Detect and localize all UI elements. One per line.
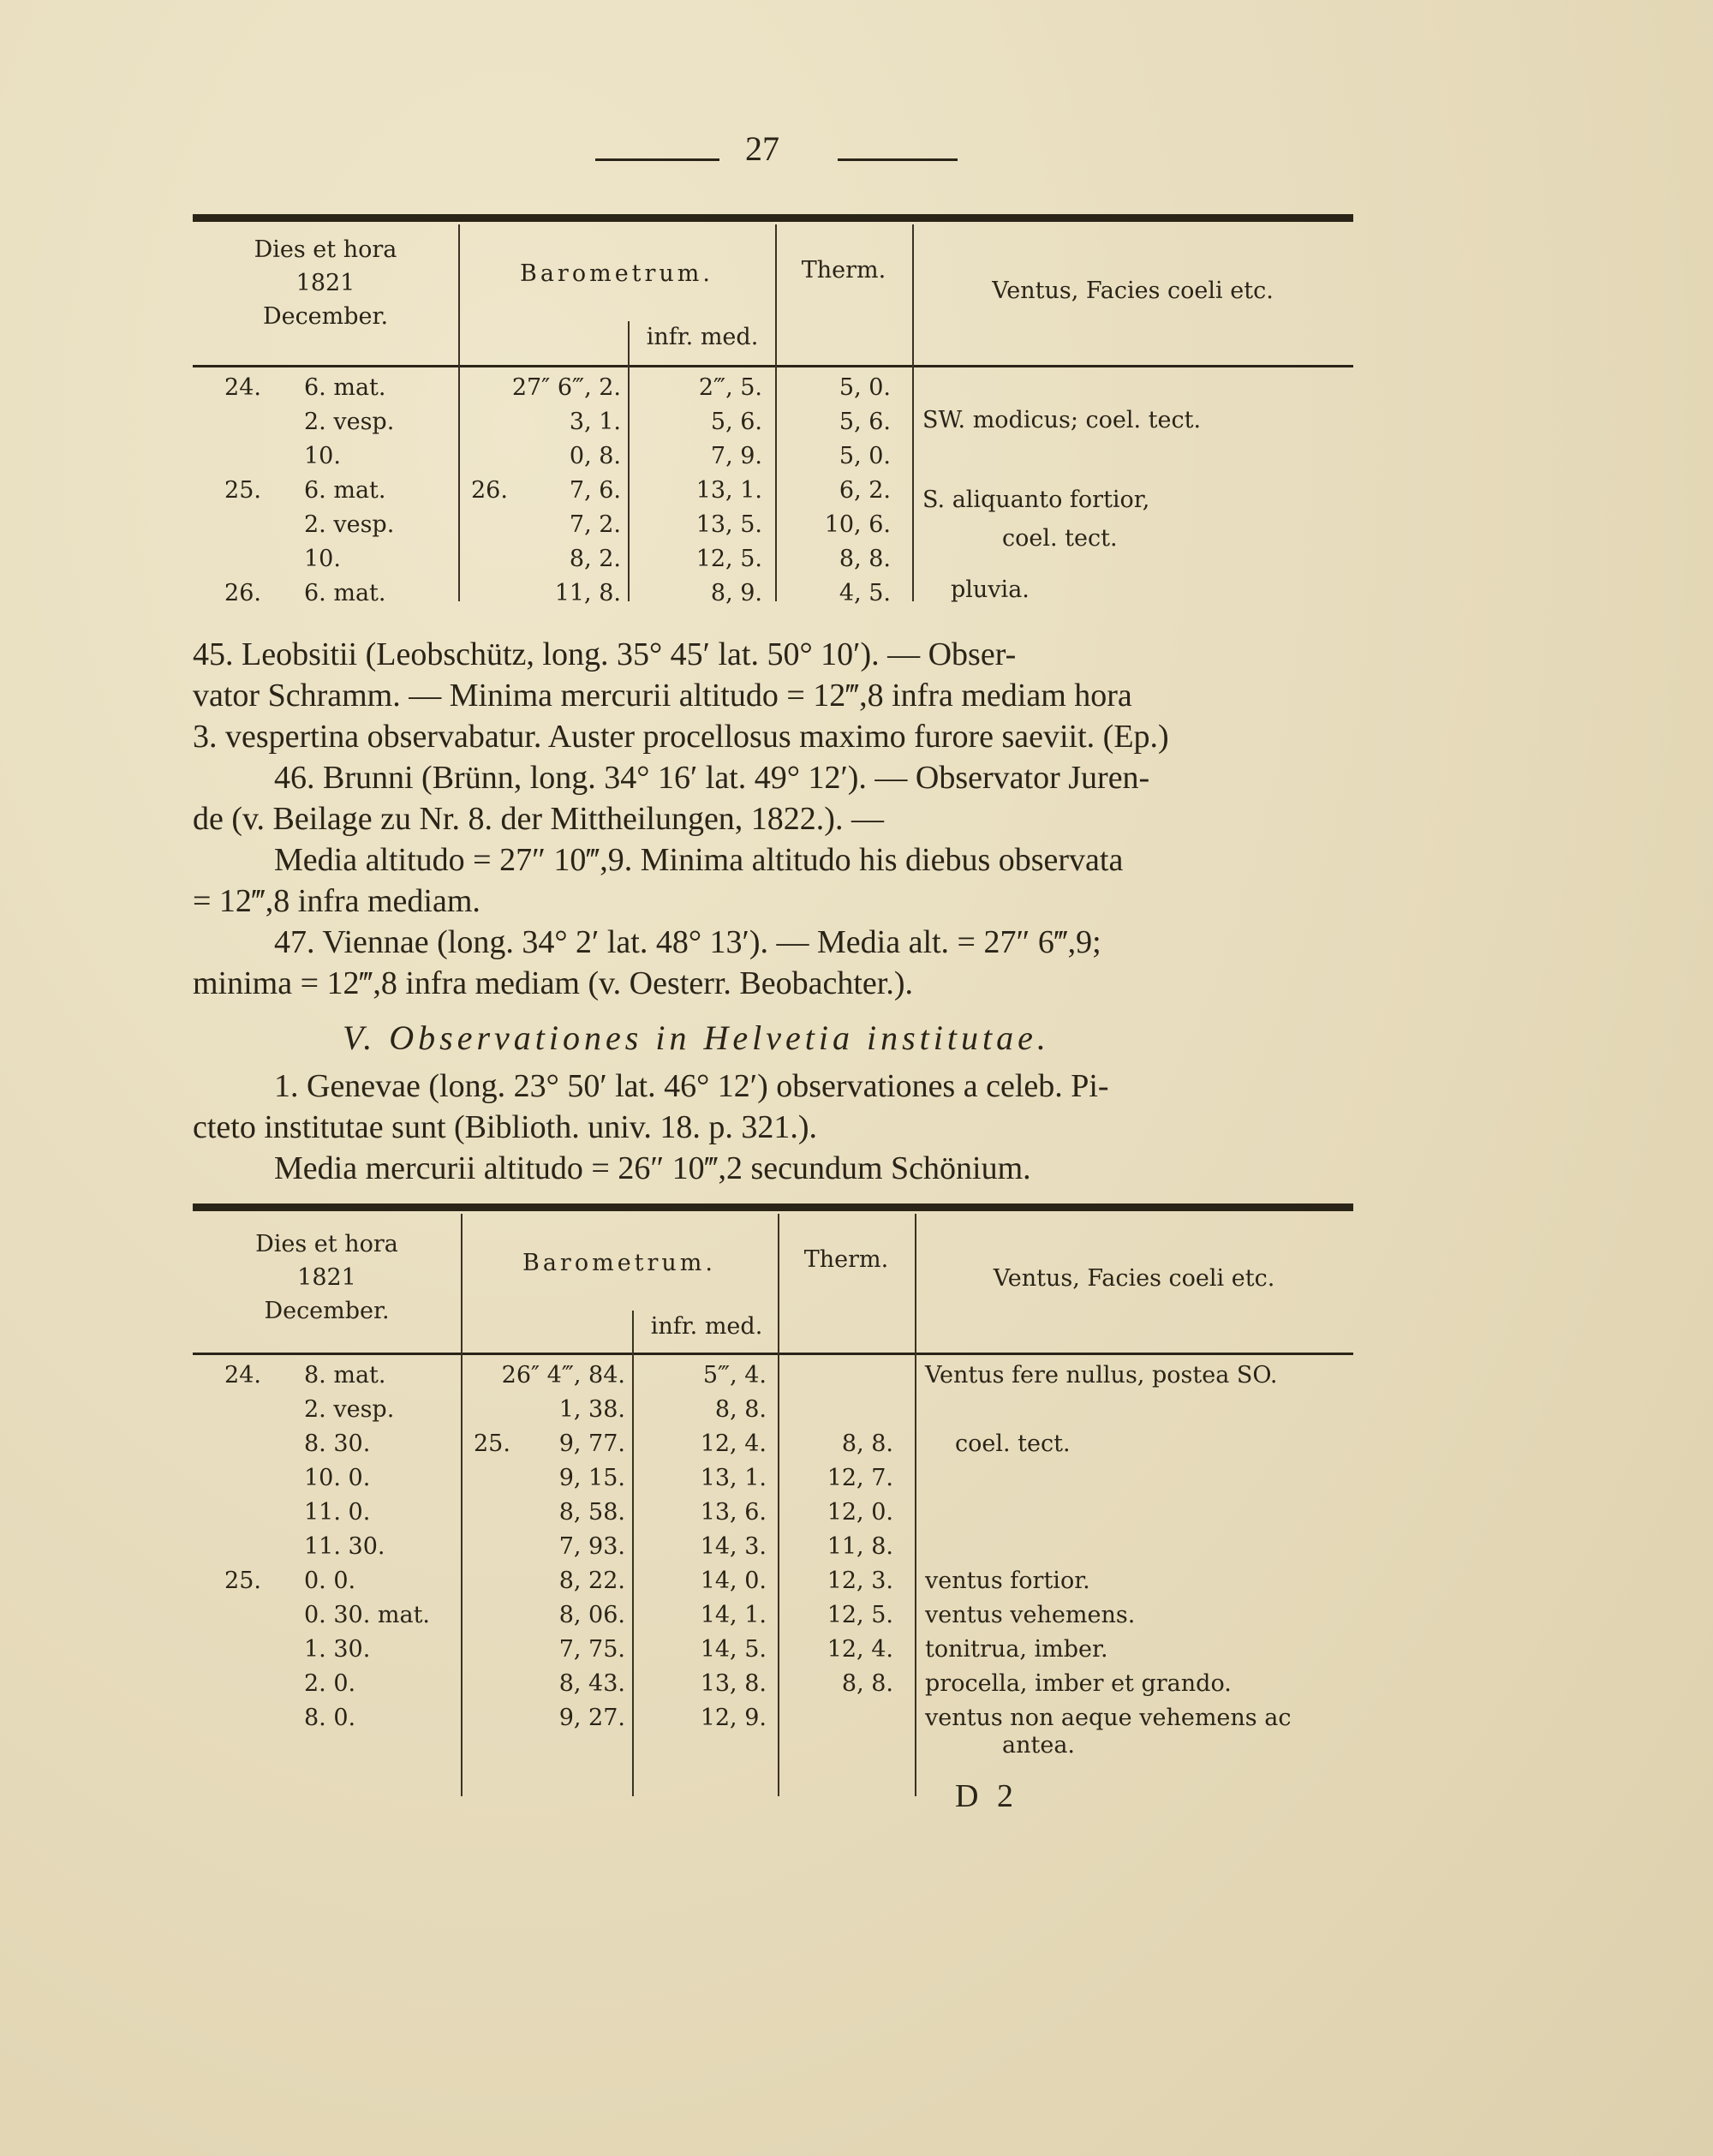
remark-cell: coel. tect. bbox=[1002, 525, 1118, 552]
infra-median-cell: 13, 5. bbox=[695, 511, 762, 538]
barometer-cell: 8, 22. bbox=[558, 1568, 625, 1594]
barometer-cell: 27″ 6‴, 2. bbox=[511, 374, 621, 401]
hour-cell: 0. 30. mat. bbox=[304, 1602, 430, 1628]
table-top-rule bbox=[193, 1203, 1353, 1211]
infra-median-cell: 8, 8. bbox=[714, 1396, 767, 1423]
infra-median-cell: 2‴, 5. bbox=[698, 374, 762, 401]
paragraph-46-line: 46. Brunni (Brünn, long. 34° 16′ lat. 49° 12′). — Observator Juren- bbox=[274, 760, 1150, 796]
header-therm: Therm. bbox=[803, 1246, 889, 1273]
page-number: 27 bbox=[745, 129, 779, 168]
paragraph-46-line: = 12‴,8 infra mediam. bbox=[193, 883, 480, 919]
infra-median-cell: 14, 3. bbox=[700, 1533, 767, 1560]
header-dies-line3: December. bbox=[264, 1298, 390, 1325]
infra-median-cell: 14, 1. bbox=[700, 1602, 767, 1628]
infra-median-cell: 13, 1. bbox=[695, 477, 762, 504]
infra-median-cell: 12, 4. bbox=[700, 1430, 767, 1457]
header-dies bbox=[193, 233, 458, 333]
observation-table-leobschutz bbox=[193, 214, 1353, 608]
day-cell: 25. bbox=[224, 1568, 261, 1594]
infra-median-cell: 5‴, 4. bbox=[702, 1362, 767, 1389]
hour-cell: 6. mat. bbox=[304, 374, 386, 401]
barometer-cell: 9, 27. bbox=[558, 1705, 625, 1731]
column-divider bbox=[628, 321, 630, 601]
barometer-cell: 8, 2. bbox=[569, 546, 621, 572]
barometer-cell: 7, 93. bbox=[558, 1533, 625, 1560]
table-header-rule bbox=[193, 1353, 1353, 1355]
thermometer-cell: 12, 3. bbox=[827, 1568, 893, 1594]
barometer-cell: 11, 8. bbox=[554, 580, 621, 606]
remark-cell: antea. bbox=[1002, 1732, 1075, 1759]
thermometer-cell: 8, 8. bbox=[839, 546, 891, 572]
paragraph-1-line: cteto institutae sunt (Biblioth. univ. 18. p. 321.). bbox=[193, 1109, 817, 1145]
header-barometrum: Barometrum. bbox=[519, 260, 713, 287]
hour-cell: 11. 30. bbox=[304, 1533, 385, 1560]
remark-cell: pluvia. bbox=[951, 576, 1030, 603]
barometer-cell: 7, 6. bbox=[569, 477, 621, 504]
thermometer-cell: 11, 8. bbox=[827, 1533, 893, 1560]
thermometer-cell: 5, 6. bbox=[839, 409, 891, 435]
barometer-day-cell: 25. bbox=[474, 1430, 510, 1457]
day-cell: 25. bbox=[224, 477, 261, 504]
hour-cell: 2. 0. bbox=[304, 1670, 356, 1697]
thermometer-cell: 12, 7. bbox=[827, 1465, 893, 1491]
column-divider bbox=[778, 1214, 779, 1796]
remark-cell: procella, imber et grando. bbox=[925, 1670, 1232, 1697]
header-rule-right bbox=[838, 158, 958, 161]
barometer-day-cell: 26. bbox=[471, 477, 508, 504]
infra-median-cell: 13, 8. bbox=[700, 1670, 767, 1697]
infra-median-cell: 13, 1. bbox=[700, 1465, 767, 1491]
column-divider bbox=[632, 1311, 634, 1796]
thermometer-cell: 5, 0. bbox=[839, 443, 891, 469]
hour-cell: 2. vesp. bbox=[304, 511, 395, 538]
hour-cell: 8. 0. bbox=[304, 1705, 356, 1731]
barometer-cell: 3, 1. bbox=[569, 409, 621, 435]
header-rule-left bbox=[595, 158, 719, 161]
infra-median-cell: 14, 0. bbox=[700, 1568, 767, 1594]
signature-mark: D 2 bbox=[955, 1778, 1018, 1814]
barometer-cell: 8, 06. bbox=[558, 1602, 625, 1628]
barometer-cell: 8, 43. bbox=[558, 1670, 625, 1697]
infra-median-cell: 8, 9. bbox=[710, 580, 762, 606]
header-ventus: Ventus, Facies coeli etc. bbox=[993, 1265, 1275, 1292]
infra-median-cell: 12, 5. bbox=[695, 546, 762, 572]
thermometer-cell: 8, 8. bbox=[841, 1430, 893, 1457]
remark-cell: tonitrua, imber. bbox=[925, 1636, 1108, 1663]
remark-cell: ventus non aeque vehemens ac bbox=[925, 1705, 1292, 1731]
barometer-cell: 9, 15. bbox=[558, 1465, 625, 1491]
hour-cell: 8. 30. bbox=[304, 1430, 371, 1457]
infra-median-cell: 7, 9. bbox=[710, 443, 762, 469]
table-top-rule bbox=[193, 214, 1353, 222]
infra-median-cell: 14, 5. bbox=[700, 1636, 767, 1663]
thermometer-cell: 10, 6. bbox=[824, 511, 891, 538]
paragraph-1-line: Media mercurii altitudo = 26″ 10‴,2 secundum Schönium. bbox=[274, 1150, 1031, 1186]
header-dies-line1: Dies et hora bbox=[254, 236, 397, 263]
header-infr-med: infr. med. bbox=[650, 1313, 763, 1340]
observation-table-geneva bbox=[193, 1203, 1353, 1795]
paragraph-45-line: vator Schramm. — Minima mercurii altitudo = 12‴,8 infra mediam hora bbox=[193, 678, 1132, 714]
remark-cell: coel. tect. bbox=[955, 1430, 1071, 1457]
header-barometrum: Barometrum. bbox=[522, 1250, 716, 1276]
header-dies-line2: 1821 bbox=[295, 270, 355, 297]
thermometer-cell: 12, 0. bbox=[827, 1499, 893, 1526]
header-ventus: Ventus, Facies coeli etc. bbox=[992, 278, 1274, 304]
thermometer-cell: 12, 4. bbox=[827, 1636, 893, 1663]
thermometer-cell: 6, 2. bbox=[839, 477, 891, 504]
remark-cell: ventus vehemens. bbox=[925, 1602, 1136, 1628]
thermometer-cell: 5, 0. bbox=[839, 374, 891, 401]
remark-cell: ventus fortior. bbox=[925, 1568, 1090, 1594]
hour-cell: 2. vesp. bbox=[304, 409, 395, 435]
column-divider bbox=[461, 1214, 463, 1796]
hour-cell: 10. bbox=[304, 546, 341, 572]
hour-cell: 6. mat. bbox=[304, 580, 386, 606]
infra-median-cell: 5, 6. bbox=[710, 409, 762, 435]
barometer-cell: 9, 77. bbox=[558, 1430, 625, 1457]
table-header-rule bbox=[193, 365, 1353, 367]
paragraph-45-line: 45. Leobsitii (Leobschütz, long. 35° 45′ lat. 50° 10′). — Obser- bbox=[193, 636, 1017, 672]
barometer-cell: 7, 75. bbox=[558, 1636, 625, 1663]
remark-cell: SW. modicus; coel. tect. bbox=[922, 407, 1202, 433]
header-dies-line3: December. bbox=[262, 303, 389, 331]
paragraph-46-line: de (v. Beilage zu Nr. 8. der Mittheilungen, 1822.). — bbox=[193, 801, 884, 837]
header-infr-med: infr. med. bbox=[646, 324, 759, 350]
hour-cell: 11. 0. bbox=[304, 1499, 371, 1526]
paragraph-45-line: 3. vespertina observabatur. Auster procellosus maximo furore saeviit. (Ep.) bbox=[193, 719, 1169, 755]
paragraph-1-line: 1. Genevae (long. 23° 50′ lat. 46° 12′) observationes a celeb. Pi- bbox=[274, 1068, 1109, 1104]
header-dies bbox=[193, 1227, 461, 1328]
hour-cell: 0. 0. bbox=[304, 1568, 356, 1594]
header-therm: Therm. bbox=[801, 257, 886, 284]
barometer-cell: 8, 58. bbox=[558, 1499, 625, 1526]
hour-cell: 6. mat. bbox=[304, 477, 386, 504]
infra-median-cell: 13, 6. bbox=[700, 1499, 767, 1526]
section-title: V. Observationes in Helvetia institutae. bbox=[343, 1018, 1050, 1057]
infra-median-cell: 12, 9. bbox=[700, 1705, 767, 1731]
paragraph-47-line: 47. Viennae (long. 34° 2′ lat. 48° 13′). — Media alt. = 27″ 6‴,9; bbox=[274, 924, 1101, 960]
hour-cell: 10. bbox=[304, 443, 341, 469]
hour-cell: 8. mat. bbox=[304, 1362, 386, 1389]
day-cell: 24. bbox=[224, 1362, 261, 1389]
hour-cell: 1. 30. bbox=[304, 1636, 371, 1663]
barometer-cell: 1, 38. bbox=[558, 1396, 625, 1423]
remark-cell: Ventus fere nullus, postea SO. bbox=[925, 1362, 1278, 1389]
thermometer-cell: 12, 5. bbox=[827, 1602, 893, 1628]
page-header bbox=[0, 128, 1713, 180]
header-dies-line1: Dies et hora bbox=[255, 1231, 398, 1257]
barometer-cell: 0, 8. bbox=[569, 443, 621, 469]
barometer-cell: 26″ 4‴, 84. bbox=[501, 1362, 625, 1389]
remark-cell: S. aliquanto fortior, bbox=[922, 487, 1150, 513]
paragraph-47-line: minima = 12‴,8 infra mediam (v. Oesterr. Beobachter.). bbox=[193, 965, 913, 1001]
column-divider bbox=[915, 1214, 916, 1796]
barometer-cell: 7, 2. bbox=[569, 511, 621, 538]
thermometer-cell: 8, 8. bbox=[841, 1670, 893, 1697]
paragraph-46-line: Media altitudo = 27″ 10‴,9. Minima altitudo his diebus observata bbox=[274, 842, 1124, 878]
day-cell: 26. bbox=[224, 580, 261, 606]
thermometer-cell: 4, 5. bbox=[839, 580, 891, 606]
header-dies-line2: 1821 bbox=[297, 1264, 356, 1292]
hour-cell: 2. vesp. bbox=[304, 1396, 395, 1423]
day-cell: 24. bbox=[224, 374, 261, 401]
hour-cell: 10. 0. bbox=[304, 1465, 371, 1491]
